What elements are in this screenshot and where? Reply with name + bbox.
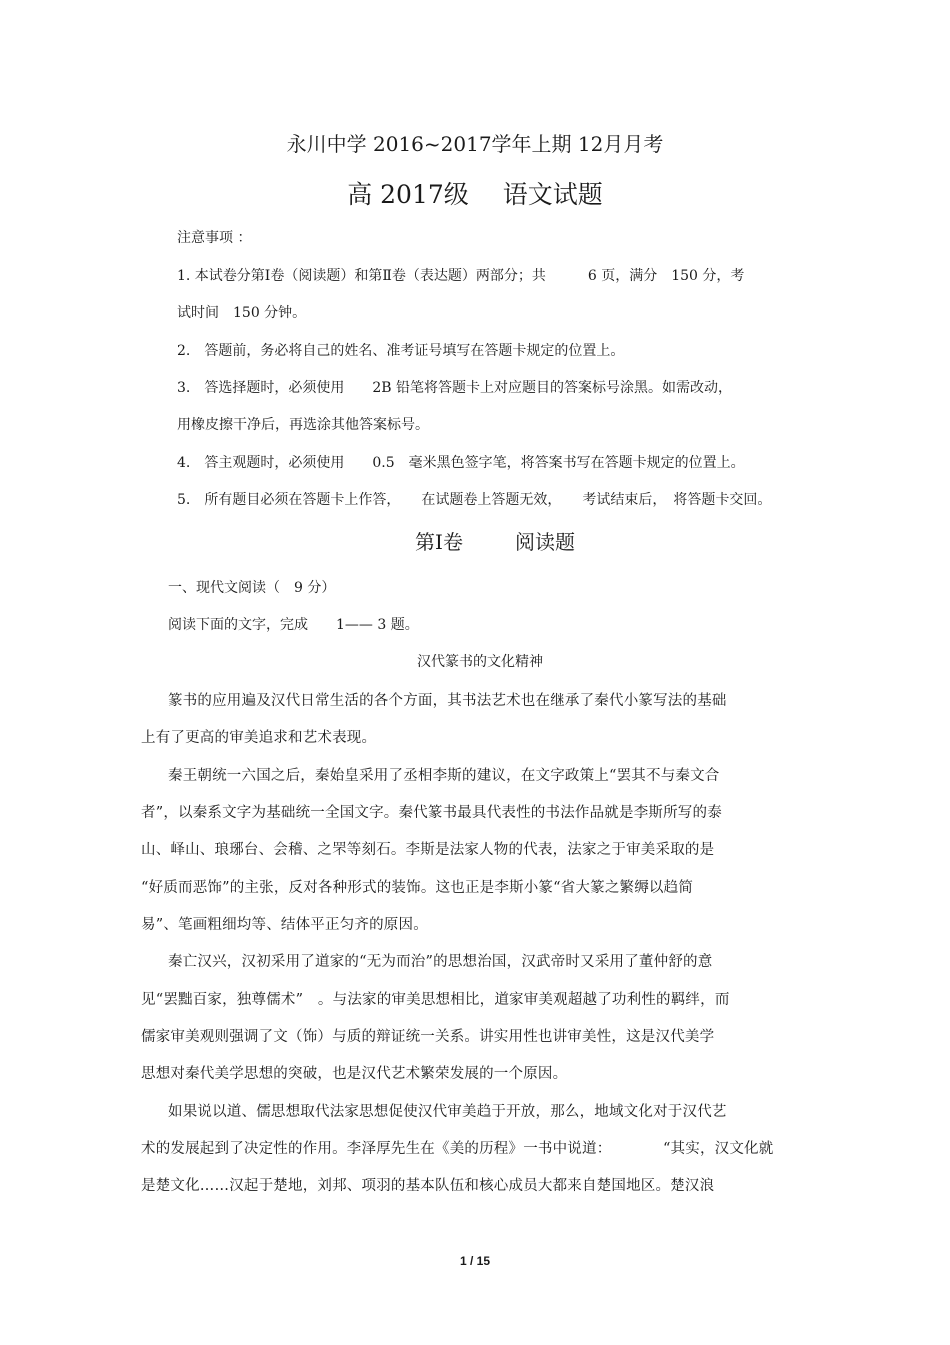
article-line: 术的发展起到了决定性的作用。李泽厚先生在《美的历程》一书中说道： “其实，汉文化就 (141, 1141, 774, 1157)
grade-label: 高 2017级 (347, 180, 469, 209)
page-number: 1 / 15 (459, 1254, 491, 1268)
school-exam-title: 永川中学 2016~2017学年上期 12月月考 (286, 132, 664, 156)
article-line: 易”、笔画粗细均等、结体平正匀齐的原因。 (141, 917, 428, 933)
exam-main-title (0, 175, 950, 211)
article-line: 儒家审美观则强调了文（饰）与质的辩证统一关系。讲实用性也讲审美性，这是汉代美学 (141, 1029, 715, 1045)
article-line: 上有了更高的审美追求和艺术表现。 (141, 730, 377, 746)
article-line: 见“罢黜百家，独尊儒术” 。与法家的审美思想相比，道家审美观超越了功利性的羁绊，而 (141, 992, 730, 1008)
notice-item: 1. 本试卷分第Ⅰ卷（阅读题）和第Ⅱ卷（表达题）两部分；共 6 页，满分 150 分，考 (177, 268, 745, 284)
notice-item: 试时间 150 分钟。 (177, 305, 307, 321)
notice-item: 2. 答题前，务必将自己的姓名、准考证号填写在答题卡规定的位置上。 (177, 343, 625, 359)
section-volume: 第Ⅰ卷 (415, 530, 463, 554)
article-title: 汉代篆书的文化精神 (417, 654, 543, 670)
article-line: 是楚文化……汉起于楚地，刘邦、项羽的基本队伍和核心成员大都来自楚国地区。楚汉浪 (141, 1178, 715, 1194)
article-line: 思想对秦代美学思想的突破，也是汉代艺术繁荣发展的一个原因。 (141, 1066, 568, 1082)
subject-label: 语文试题 (502, 180, 603, 209)
article-line: 山、峄山、琅琊台、会稽、之罘等刻石。李斯是法家人物的代表，法家之于审美采取的是 (141, 842, 715, 858)
article-line: 如果说以道、儒思想取代法家思想促使汉代审美趋于开放，那么，地域文化对于汉代艺 (168, 1104, 727, 1120)
notice-item: 用橡皮擦干净后，再选涂其他答案标号。 (177, 417, 429, 433)
section-heading (0, 526, 950, 555)
article-line: 秦亡汉兴，汉初采用了道家的“无为而治”的思想治国，汉武帝时又采用了董仲舒的意 (168, 954, 713, 970)
article-line: 秦王朝统一六国之后，秦始皇采用了丞相李斯的建议，在文字政策上“罢其不与秦文合 (168, 768, 720, 784)
article-line: 者”，以秦系文字为基础统一全国文字。秦代篆书最具代表性的书法作品就是李斯所写的泰 (141, 805, 722, 821)
notice-heading: 注意事项 ： (177, 230, 252, 246)
section-name: 阅读题 (514, 530, 575, 554)
part-title: 一、现代文阅读（ 9 分） (168, 580, 336, 596)
notice-item: 3. 答选择题时，必须使用 2B 铅笔将答题卡上对应题目的答案标号涂黑。如需改动， (177, 380, 733, 396)
article-line: 篆书的应用遍及汉代日常生活的各个方面，其书法艺术也在继承了秦代小篆写法的基础 (168, 693, 727, 709)
article-line: “好质而恶饰”的主张，反对各种形式的装饰。这也正是李斯小篆“省大篆之繁缛以趋简 (141, 880, 694, 896)
notice-item: 4. 答主观题时，必须使用 0.5 毫米黑色签字笔，将答案书写在答题卡规定的位置上。 (177, 455, 745, 471)
reading-instruction: 阅读下面的文字，完成 1—— 3 题。 (168, 617, 419, 633)
notice-item: 5. 所有题目必须在答题卡上作答， 在试题卷上答题无效， 考试结束后， 将答题卡交回。 (177, 492, 772, 508)
